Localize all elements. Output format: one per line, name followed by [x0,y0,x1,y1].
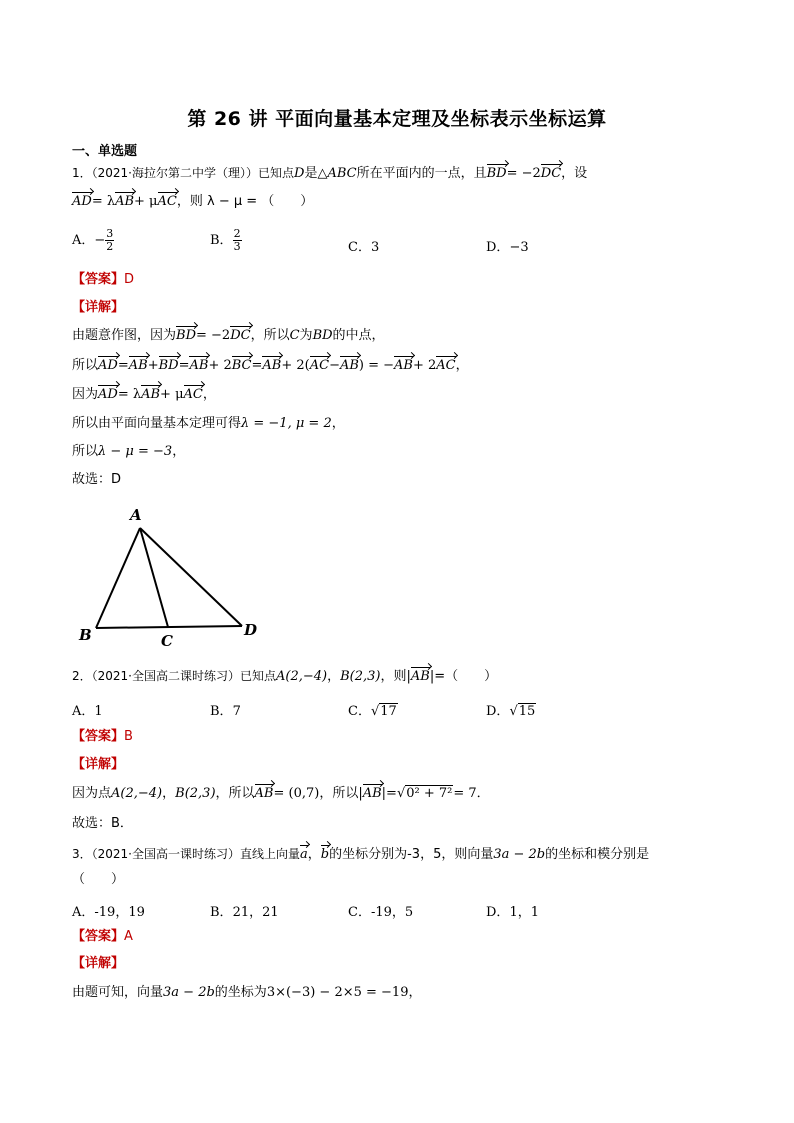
edge-ab [96,528,140,628]
q3-detail-1: 由题可知，向量3a − 2b的坐标为3×(−3) − 2×5 = −19， [72,985,422,1000]
q3-choice-c[interactable]: C．-19，5 [348,905,414,920]
edge-ad [140,528,242,626]
q3-stem-line2: （ ） [72,872,125,887]
q2-stem: 2．（2021·全国高二课时练习）已知点A(2,−4)，B(2,3)，则|AB|=（ ） [72,669,498,684]
section-heading: 一、单选题 [72,144,138,159]
label-d: D [244,621,258,639]
q3-stem-line1: 3．（2021·全国高一课时练习）直线上向量a，b的坐标分别为-3，5，则向量3a − 2b的坐标和模分别是 [72,847,650,862]
q3-answer: 【答案】A [72,929,133,944]
q1-choice-b[interactable]: B． $\frac{2}{3}$ [210,227,241,253]
q2-choice-b[interactable]: B．7 [210,704,241,719]
q2-detail-2: 故选：B． [72,816,133,831]
q1-choice-d[interactable]: D．−3 [486,240,529,255]
q3-detail-label: 【详解】 [72,956,125,971]
q1-detail-2: 所以AD=AB+BD=AB+ 2BC=AB+ 2(AC−AB) = −AB+ 2AC， [72,358,469,373]
label-c: C [161,632,173,650]
triangle-figure [72,500,272,650]
q1-detail-5: 所以λ − μ = −3， [72,444,186,459]
label-a: A [130,506,142,524]
page-title: 第 26 讲 平面向量基本定理及坐标表示坐标运算 [187,108,607,130]
q2-detail-1: 因为点A(2,−4)，B(2,3)，所以AB= (0,7)，所以|AB|=√0² + 7²= 7． [72,786,490,801]
edge-bd [96,626,242,628]
q2-detail-label: 【详解】 [72,757,125,772]
q1-choice-a[interactable]: A．− $\frac{3}{2}$ [72,227,114,253]
q3-choice-d[interactable]: D．1，1 [486,905,539,920]
q1-answer: 【答案】D [72,272,135,287]
q1-stem-line1: 1．（2021·海拉尔第二中学（理））已知点D是△ABC所在平面内的一点，且BD= −2DC，设 [72,166,588,181]
q1-detail-1: 由题意作图，因为BD= −2DC，所以C为BD的中点， [72,328,385,343]
q1-detail-label: 【详解】 [72,300,125,315]
q1-detail-6: 故选：D [72,472,122,487]
q1-choice-c[interactable]: C．3 [348,240,380,255]
q2-answer: 【答案】B [72,729,133,744]
edge-ac [140,528,168,627]
q2-choice-c[interactable]: C．√17 [348,704,397,719]
label-b: B [79,626,92,644]
q3-choice-b[interactable]: B．21，21 [210,905,279,920]
q3-choice-a[interactable]: A．-19，19 [72,905,145,920]
q1-detail-4: 所以由平面向量基本定理可得λ = −1, μ = 2， [72,416,345,431]
q2-choice-d[interactable]: D．√15 [486,704,536,719]
q1-stem-line2: AD= λAB+ μAC，则 λ − μ = （ ） [72,194,314,209]
q1-detail-3: 因为AD= λAB+ μAC， [72,387,216,402]
q2-choice-a[interactable]: A．1 [72,704,103,719]
